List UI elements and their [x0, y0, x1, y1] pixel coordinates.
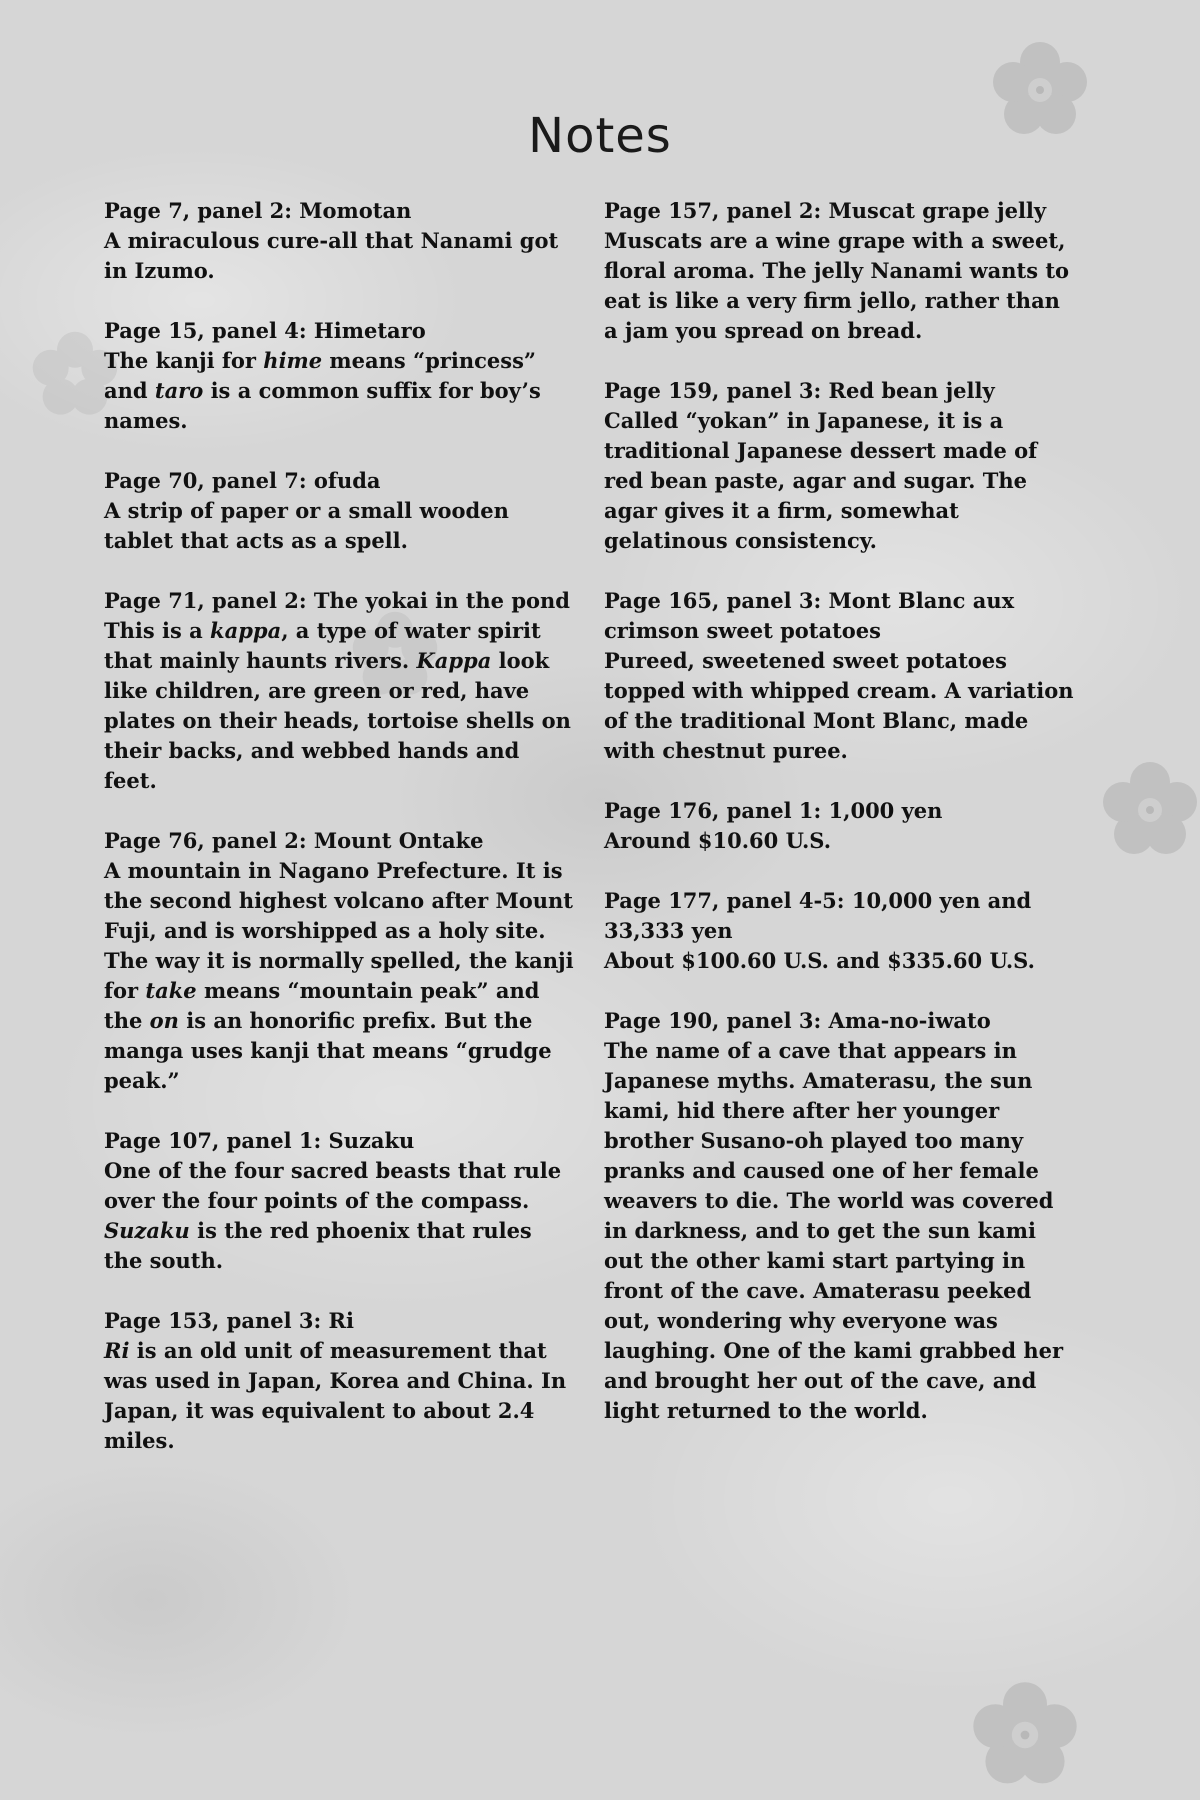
note: [604, 196, 1074, 346]
note-heading: Page 177, panel 4-5: 10,000 yen and 33,333 yen: [604, 888, 1032, 943]
notes-column-right: [604, 196, 1074, 1456]
note: [604, 886, 1074, 976]
note: [604, 796, 1074, 856]
note-body: Pureed, sweetened sweet potatoes topped with whipped cream. A variation of the traditional Mont Blanc, made with chestnut puree.: [604, 648, 1074, 763]
plum-blossom-icon: [1100, 760, 1200, 860]
note-body: About $100.60 U.S. and $335.60 U.S.: [604, 948, 1035, 973]
note: [104, 196, 574, 286]
note-heading: Page 15, panel 4: Himetaro: [104, 318, 426, 343]
note-body: A mountain in Nagano Prefecture. It is the second highest volcano after Mount Fuji, and is worshipped as a holy site. The way it is normally spelled, the kanji for take means “mountain peak” and the on is an honorific prefix. But the manga uses kanji that means “grudge peak.”: [104, 858, 574, 1093]
note-body: Ri is an old unit of measurement that was used in Japan, Korea and China. In Japan, it was equivalent to about 2.4 miles.: [104, 1338, 567, 1453]
page-title: Notes: [528, 108, 672, 164]
note-heading: Page 190, panel 3: Ama-no-iwato: [604, 1008, 991, 1033]
note-body: Muscats are a wine grape with a sweet, floral aroma. The jelly Nanami wants to eat is like a very firm jello, rather than a jam you spread on bread.: [604, 228, 1070, 343]
note-heading: Page 157, panel 2: Muscat grape jelly: [604, 198, 1047, 223]
note: [104, 316, 574, 436]
note-heading: Page 165, panel 3: Mont Blanc aux crimson sweet potatoes: [604, 588, 1015, 643]
note-heading: Page 71, panel 2: The yokai in the pond: [104, 588, 570, 613]
note-heading: Page 7, panel 2: Momotan: [104, 198, 412, 223]
note-heading: Page 153, panel 3: Ri: [104, 1308, 354, 1333]
note: [104, 826, 574, 1096]
note-body: Called “yokan” in Japanese, it is a traditional Japanese dessert made of red bean paste, agar and sugar. The agar gives it a firm, somewhat gelatinous consistency.: [604, 408, 1038, 553]
note-body: A strip of paper or a small wooden tablet that acts as a spell.: [104, 498, 509, 553]
note: [104, 1126, 574, 1276]
note-heading: Page 76, panel 2: Mount Ontake: [104, 828, 484, 853]
note: [604, 1006, 1074, 1426]
notes-column-left: [104, 196, 574, 1486]
note-heading: Page 176, panel 1: 1,000 yen: [604, 798, 943, 823]
note: [104, 586, 574, 796]
note-heading: Page 70, panel 7: ofuda: [104, 468, 381, 493]
note-body: This is a kappa, a type of water spirit that mainly haunts rivers. Kappa look like children, are green or red, have plates on their heads, tortoise shells on their backs, and webbed hands and feet.: [104, 618, 571, 793]
note-body: The name of a cave that appears in Japanese myths. Amaterasu, the sun kami, hid there after her younger brother Susano-oh played too many pranks and caused one of her female weavers to die. The world was covered in darkness, and to get the sun kami out the other kami start partying in front of the cave. Amaterasu peeked out, wondering why everyone was laughing. One of the kami grabbed her and brought her out of the cave, and light returned to the world.: [604, 1038, 1064, 1423]
note-body: A miraculous cure-all that Nanami got in Izumo.: [104, 228, 559, 283]
note-body: The kanji for hime means “princess” and taro is a common suffix for boy’s names.: [104, 348, 541, 433]
note-heading: Page 107, panel 1: Suzaku: [104, 1128, 415, 1153]
plum-blossom-icon: [970, 1680, 1080, 1790]
note: [604, 376, 1074, 556]
note: [104, 1306, 574, 1456]
note: [604, 586, 1074, 766]
note-body: Around $10.60 U.S.: [604, 828, 832, 853]
note-body: One of the four sacred beasts that rule over the four points of the compass. Suzaku is the red phoenix that rules the south.: [104, 1158, 562, 1273]
note-heading: Page 159, panel 3: Red bean jelly: [604, 378, 995, 403]
note: [104, 466, 574, 556]
